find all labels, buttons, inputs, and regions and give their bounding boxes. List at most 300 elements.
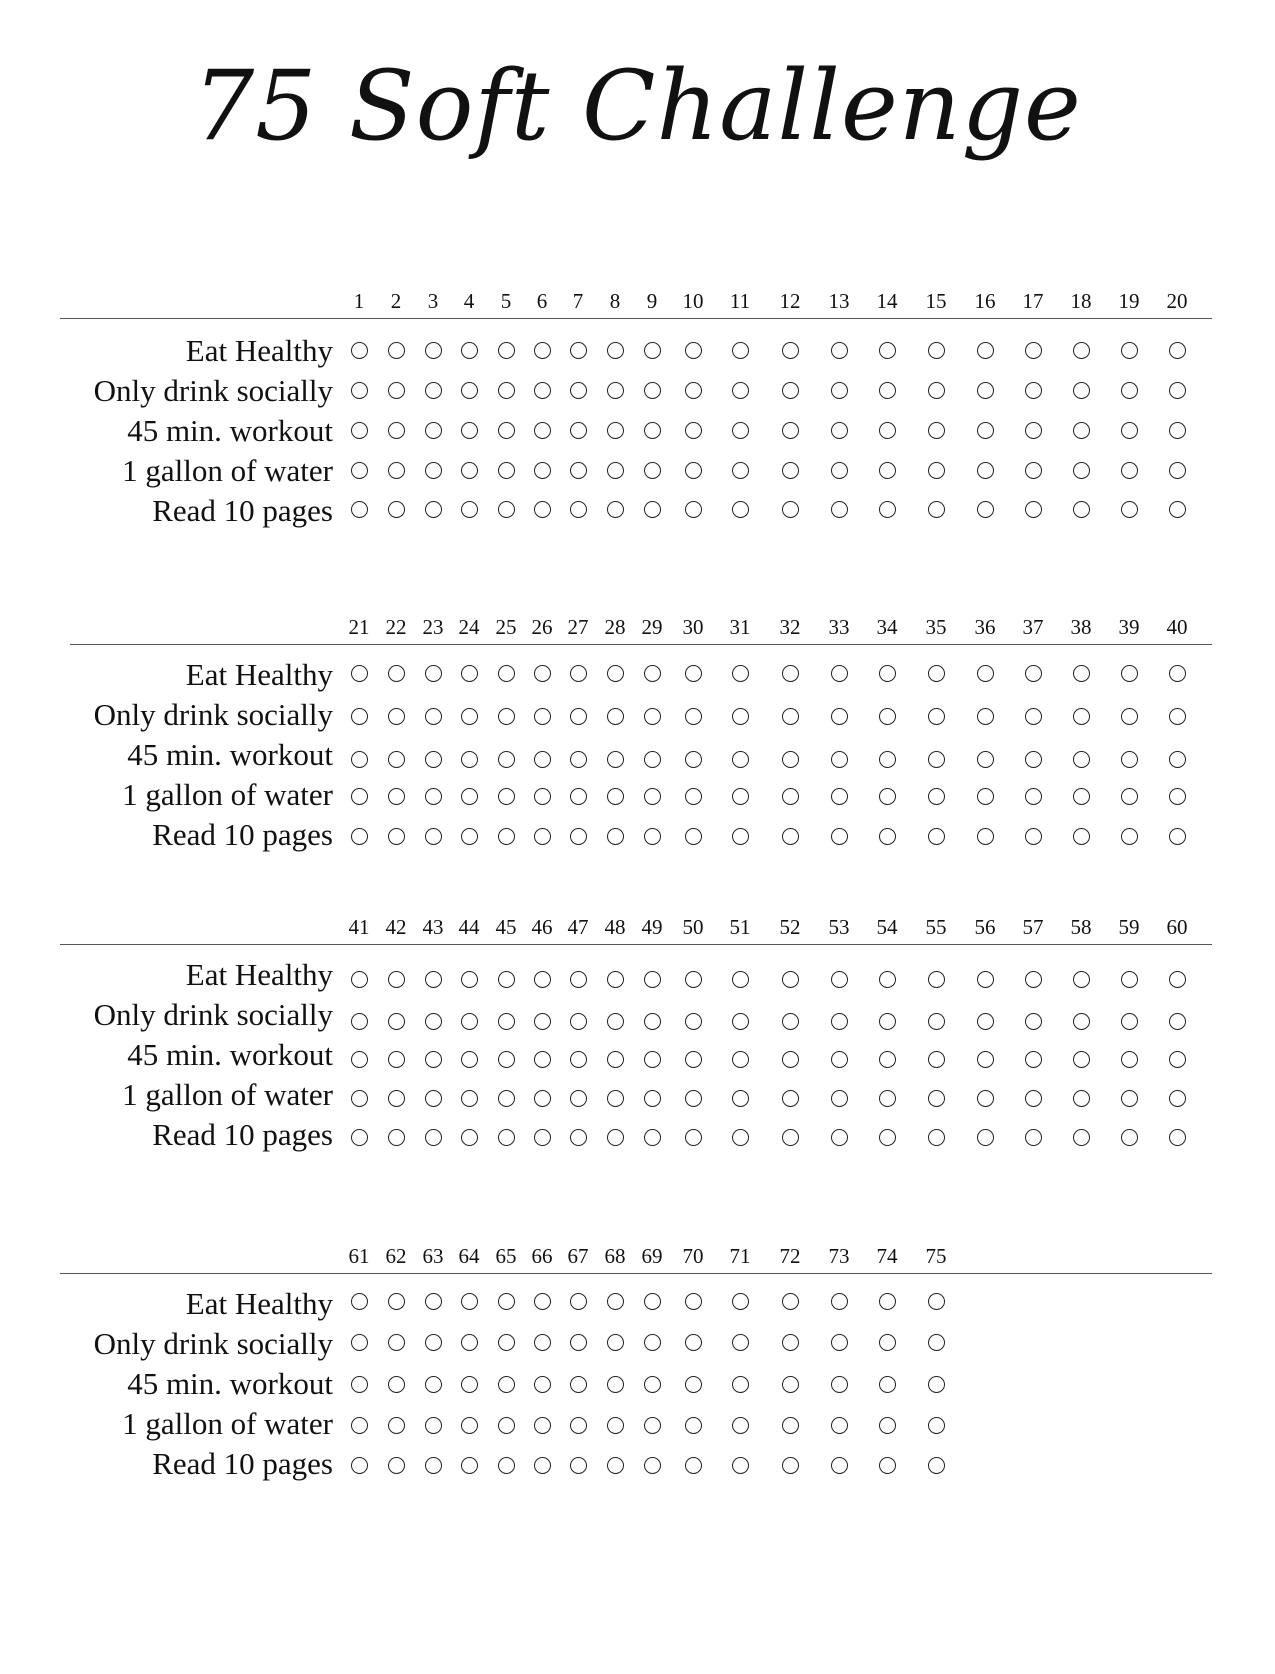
day-checkbox[interactable] <box>461 1090 478 1107</box>
day-checkbox[interactable] <box>1169 382 1186 399</box>
day-checkbox[interactable] <box>461 1051 478 1068</box>
day-checkbox[interactable] <box>977 1090 994 1107</box>
day-checkbox[interactable] <box>928 342 945 359</box>
day-checkbox[interactable] <box>1025 708 1042 725</box>
day-checkbox[interactable] <box>570 708 587 725</box>
day-checkbox[interactable] <box>1121 788 1138 805</box>
day-checkbox[interactable] <box>461 828 478 845</box>
day-checkbox[interactable] <box>782 1417 799 1434</box>
day-checkbox[interactable] <box>782 751 799 768</box>
day-checkbox[interactable] <box>388 1013 405 1030</box>
day-checkbox[interactable] <box>732 1013 749 1030</box>
day-checkbox[interactable] <box>607 1129 624 1146</box>
day-checkbox[interactable] <box>425 382 442 399</box>
day-checkbox[interactable] <box>388 1090 405 1107</box>
day-checkbox[interactable] <box>782 1051 799 1068</box>
day-checkbox[interactable] <box>879 1293 896 1310</box>
day-checkbox[interactable] <box>570 1129 587 1146</box>
day-checkbox[interactable] <box>1025 751 1042 768</box>
day-checkbox[interactable] <box>977 1051 994 1068</box>
day-checkbox[interactable] <box>782 462 799 479</box>
day-checkbox[interactable] <box>570 1376 587 1393</box>
day-checkbox[interactable] <box>1025 1013 1042 1030</box>
day-checkbox[interactable] <box>831 342 848 359</box>
day-checkbox[interactable] <box>782 1457 799 1474</box>
day-checkbox[interactable] <box>607 1334 624 1351</box>
day-checkbox[interactable] <box>644 1013 661 1030</box>
day-checkbox[interactable] <box>570 1051 587 1068</box>
day-checkbox[interactable] <box>879 665 896 682</box>
day-checkbox[interactable] <box>388 501 405 518</box>
day-checkbox[interactable] <box>425 1129 442 1146</box>
day-checkbox[interactable] <box>534 1090 551 1107</box>
day-checkbox[interactable] <box>534 422 551 439</box>
day-checkbox[interactable] <box>685 1013 702 1030</box>
day-checkbox[interactable] <box>607 828 624 845</box>
day-checkbox[interactable] <box>1169 501 1186 518</box>
day-checkbox[interactable] <box>461 1129 478 1146</box>
day-checkbox[interactable] <box>534 1417 551 1434</box>
day-checkbox[interactable] <box>1025 1051 1042 1068</box>
day-checkbox[interactable] <box>879 828 896 845</box>
day-checkbox[interactable] <box>1121 462 1138 479</box>
day-checkbox[interactable] <box>570 1090 587 1107</box>
day-checkbox[interactable] <box>461 971 478 988</box>
day-checkbox[interactable] <box>879 1051 896 1068</box>
day-checkbox[interactable] <box>685 751 702 768</box>
day-checkbox[interactable] <box>1169 665 1186 682</box>
day-checkbox[interactable] <box>928 665 945 682</box>
day-checkbox[interactable] <box>498 971 515 988</box>
day-checkbox[interactable] <box>1073 708 1090 725</box>
day-checkbox[interactable] <box>534 1293 551 1310</box>
day-checkbox[interactable] <box>782 382 799 399</box>
day-checkbox[interactable] <box>351 828 368 845</box>
day-checkbox[interactable] <box>732 971 749 988</box>
day-checkbox[interactable] <box>928 1090 945 1107</box>
day-checkbox[interactable] <box>425 422 442 439</box>
day-checkbox[interactable] <box>977 788 994 805</box>
day-checkbox[interactable] <box>928 1129 945 1146</box>
day-checkbox[interactable] <box>461 342 478 359</box>
day-checkbox[interactable] <box>977 462 994 479</box>
day-checkbox[interactable] <box>498 828 515 845</box>
day-checkbox[interactable] <box>534 342 551 359</box>
day-checkbox[interactable] <box>1121 1129 1138 1146</box>
day-checkbox[interactable] <box>534 828 551 845</box>
day-checkbox[interactable] <box>685 708 702 725</box>
day-checkbox[interactable] <box>831 501 848 518</box>
day-checkbox[interactable] <box>425 665 442 682</box>
day-checkbox[interactable] <box>782 1090 799 1107</box>
day-checkbox[interactable] <box>1121 1013 1138 1030</box>
day-checkbox[interactable] <box>351 1376 368 1393</box>
day-checkbox[interactable] <box>1121 422 1138 439</box>
day-checkbox[interactable] <box>534 788 551 805</box>
day-checkbox[interactable] <box>1073 501 1090 518</box>
day-checkbox[interactable] <box>498 1129 515 1146</box>
day-checkbox[interactable] <box>570 665 587 682</box>
day-checkbox[interactable] <box>1169 751 1186 768</box>
day-checkbox[interactable] <box>498 1457 515 1474</box>
day-checkbox[interactable] <box>928 1013 945 1030</box>
day-checkbox[interactable] <box>388 342 405 359</box>
day-checkbox[interactable] <box>879 501 896 518</box>
day-checkbox[interactable] <box>879 1090 896 1107</box>
day-checkbox[interactable] <box>570 971 587 988</box>
day-checkbox[interactable] <box>607 1457 624 1474</box>
day-checkbox[interactable] <box>732 1090 749 1107</box>
day-checkbox[interactable] <box>928 1376 945 1393</box>
day-checkbox[interactable] <box>607 665 624 682</box>
day-checkbox[interactable] <box>1169 1129 1186 1146</box>
day-checkbox[interactable] <box>461 382 478 399</box>
day-checkbox[interactable] <box>607 382 624 399</box>
day-checkbox[interactable] <box>1073 1013 1090 1030</box>
day-checkbox[interactable] <box>928 971 945 988</box>
day-checkbox[interactable] <box>831 1334 848 1351</box>
day-checkbox[interactable] <box>534 462 551 479</box>
day-checkbox[interactable] <box>1121 708 1138 725</box>
day-checkbox[interactable] <box>498 1013 515 1030</box>
day-checkbox[interactable] <box>879 1013 896 1030</box>
day-checkbox[interactable] <box>498 751 515 768</box>
day-checkbox[interactable] <box>879 422 896 439</box>
day-checkbox[interactable] <box>351 708 368 725</box>
day-checkbox[interactable] <box>782 501 799 518</box>
day-checkbox[interactable] <box>534 708 551 725</box>
day-checkbox[interactable] <box>607 1051 624 1068</box>
day-checkbox[interactable] <box>534 751 551 768</box>
day-checkbox[interactable] <box>782 788 799 805</box>
day-checkbox[interactable] <box>351 1051 368 1068</box>
day-checkbox[interactable] <box>685 1051 702 1068</box>
day-checkbox[interactable] <box>644 1334 661 1351</box>
day-checkbox[interactable] <box>570 1013 587 1030</box>
day-checkbox[interactable] <box>534 1129 551 1146</box>
day-checkbox[interactable] <box>879 1417 896 1434</box>
day-checkbox[interactable] <box>1025 665 1042 682</box>
day-checkbox[interactable] <box>1121 665 1138 682</box>
day-checkbox[interactable] <box>498 1417 515 1434</box>
day-checkbox[interactable] <box>534 1376 551 1393</box>
day-checkbox[interactable] <box>570 462 587 479</box>
day-checkbox[interactable] <box>425 1376 442 1393</box>
day-checkbox[interactable] <box>644 1129 661 1146</box>
day-checkbox[interactable] <box>977 971 994 988</box>
day-checkbox[interactable] <box>1025 788 1042 805</box>
day-checkbox[interactable] <box>644 751 661 768</box>
day-checkbox[interactable] <box>498 708 515 725</box>
day-checkbox[interactable] <box>831 1129 848 1146</box>
day-checkbox[interactable] <box>1121 1090 1138 1107</box>
day-checkbox[interactable] <box>685 828 702 845</box>
day-checkbox[interactable] <box>928 1457 945 1474</box>
day-checkbox[interactable] <box>534 665 551 682</box>
day-checkbox[interactable] <box>732 665 749 682</box>
day-checkbox[interactable] <box>685 342 702 359</box>
day-checkbox[interactable] <box>607 501 624 518</box>
day-checkbox[interactable] <box>1025 462 1042 479</box>
day-checkbox[interactable] <box>534 1334 551 1351</box>
day-checkbox[interactable] <box>1169 422 1186 439</box>
day-checkbox[interactable] <box>879 382 896 399</box>
day-checkbox[interactable] <box>1025 382 1042 399</box>
day-checkbox[interactable] <box>1025 342 1042 359</box>
day-checkbox[interactable] <box>498 788 515 805</box>
day-checkbox[interactable] <box>388 751 405 768</box>
day-checkbox[interactable] <box>607 1013 624 1030</box>
day-checkbox[interactable] <box>1169 788 1186 805</box>
day-checkbox[interactable] <box>1169 342 1186 359</box>
day-checkbox[interactable] <box>879 971 896 988</box>
day-checkbox[interactable] <box>732 1293 749 1310</box>
day-checkbox[interactable] <box>388 788 405 805</box>
day-checkbox[interactable] <box>351 665 368 682</box>
day-checkbox[interactable] <box>570 828 587 845</box>
day-checkbox[interactable] <box>782 971 799 988</box>
day-checkbox[interactable] <box>928 1051 945 1068</box>
day-checkbox[interactable] <box>1169 971 1186 988</box>
day-checkbox[interactable] <box>782 1293 799 1310</box>
day-checkbox[interactable] <box>461 665 478 682</box>
day-checkbox[interactable] <box>879 708 896 725</box>
day-checkbox[interactable] <box>425 1334 442 1351</box>
day-checkbox[interactable] <box>351 342 368 359</box>
day-checkbox[interactable] <box>1073 1129 1090 1146</box>
day-checkbox[interactable] <box>607 1293 624 1310</box>
day-checkbox[interactable] <box>1169 708 1186 725</box>
day-checkbox[interactable] <box>644 1376 661 1393</box>
day-checkbox[interactable] <box>685 501 702 518</box>
day-checkbox[interactable] <box>570 751 587 768</box>
day-checkbox[interactable] <box>644 342 661 359</box>
day-checkbox[interactable] <box>607 342 624 359</box>
day-checkbox[interactable] <box>782 665 799 682</box>
day-checkbox[interactable] <box>607 788 624 805</box>
day-checkbox[interactable] <box>928 751 945 768</box>
day-checkbox[interactable] <box>782 1129 799 1146</box>
day-checkbox[interactable] <box>570 382 587 399</box>
day-checkbox[interactable] <box>928 501 945 518</box>
day-checkbox[interactable] <box>425 708 442 725</box>
day-checkbox[interactable] <box>644 1051 661 1068</box>
day-checkbox[interactable] <box>644 501 661 518</box>
day-checkbox[interactable] <box>1073 665 1090 682</box>
day-checkbox[interactable] <box>977 751 994 768</box>
day-checkbox[interactable] <box>977 382 994 399</box>
day-checkbox[interactable] <box>928 788 945 805</box>
day-checkbox[interactable] <box>928 1417 945 1434</box>
day-checkbox[interactable] <box>461 1293 478 1310</box>
day-checkbox[interactable] <box>928 1293 945 1310</box>
day-checkbox[interactable] <box>351 1013 368 1030</box>
day-checkbox[interactable] <box>732 1334 749 1351</box>
day-checkbox[interactable] <box>351 1334 368 1351</box>
day-checkbox[interactable] <box>1025 1090 1042 1107</box>
day-checkbox[interactable] <box>425 788 442 805</box>
day-checkbox[interactable] <box>644 1293 661 1310</box>
day-checkbox[interactable] <box>461 1417 478 1434</box>
day-checkbox[interactable] <box>732 462 749 479</box>
day-checkbox[interactable] <box>425 462 442 479</box>
day-checkbox[interactable] <box>498 1334 515 1351</box>
day-checkbox[interactable] <box>351 751 368 768</box>
day-checkbox[interactable] <box>461 501 478 518</box>
day-checkbox[interactable] <box>607 1417 624 1434</box>
day-checkbox[interactable] <box>732 382 749 399</box>
day-checkbox[interactable] <box>607 1090 624 1107</box>
day-checkbox[interactable] <box>831 1090 848 1107</box>
day-checkbox[interactable] <box>607 708 624 725</box>
day-checkbox[interactable] <box>388 1051 405 1068</box>
day-checkbox[interactable] <box>977 422 994 439</box>
day-checkbox[interactable] <box>388 1457 405 1474</box>
day-checkbox[interactable] <box>570 1293 587 1310</box>
day-checkbox[interactable] <box>644 788 661 805</box>
day-checkbox[interactable] <box>461 788 478 805</box>
day-checkbox[interactable] <box>461 1376 478 1393</box>
day-checkbox[interactable] <box>685 422 702 439</box>
day-checkbox[interactable] <box>607 422 624 439</box>
day-checkbox[interactable] <box>1073 828 1090 845</box>
day-checkbox[interactable] <box>732 1129 749 1146</box>
day-checkbox[interactable] <box>1121 501 1138 518</box>
day-checkbox[interactable] <box>1121 971 1138 988</box>
day-checkbox[interactable] <box>388 382 405 399</box>
day-checkbox[interactable] <box>831 788 848 805</box>
day-checkbox[interactable] <box>1121 828 1138 845</box>
day-checkbox[interactable] <box>831 1376 848 1393</box>
day-checkbox[interactable] <box>1169 1051 1186 1068</box>
day-checkbox[interactable] <box>425 828 442 845</box>
day-checkbox[interactable] <box>388 665 405 682</box>
day-checkbox[interactable] <box>831 1417 848 1434</box>
day-checkbox[interactable] <box>1073 751 1090 768</box>
day-checkbox[interactable] <box>351 1417 368 1434</box>
day-checkbox[interactable] <box>879 342 896 359</box>
day-checkbox[interactable] <box>928 1334 945 1351</box>
day-checkbox[interactable] <box>879 1457 896 1474</box>
day-checkbox[interactable] <box>461 1013 478 1030</box>
day-checkbox[interactable] <box>498 1051 515 1068</box>
day-checkbox[interactable] <box>425 1417 442 1434</box>
day-checkbox[interactable] <box>351 1090 368 1107</box>
day-checkbox[interactable] <box>534 382 551 399</box>
day-checkbox[interactable] <box>1073 1090 1090 1107</box>
day-checkbox[interactable] <box>685 1457 702 1474</box>
day-checkbox[interactable] <box>644 422 661 439</box>
day-checkbox[interactable] <box>831 1457 848 1474</box>
day-checkbox[interactable] <box>388 971 405 988</box>
day-checkbox[interactable] <box>831 708 848 725</box>
day-checkbox[interactable] <box>644 708 661 725</box>
day-checkbox[interactable] <box>1121 342 1138 359</box>
day-checkbox[interactable] <box>498 342 515 359</box>
day-checkbox[interactable] <box>782 342 799 359</box>
day-checkbox[interactable] <box>685 462 702 479</box>
day-checkbox[interactable] <box>1073 462 1090 479</box>
day-checkbox[interactable] <box>607 1376 624 1393</box>
day-checkbox[interactable] <box>388 422 405 439</box>
day-checkbox[interactable] <box>879 788 896 805</box>
day-checkbox[interactable] <box>1073 1051 1090 1068</box>
day-checkbox[interactable] <box>351 501 368 518</box>
day-checkbox[interactable] <box>607 751 624 768</box>
day-checkbox[interactable] <box>831 1051 848 1068</box>
day-checkbox[interactable] <box>461 708 478 725</box>
day-checkbox[interactable] <box>685 1090 702 1107</box>
day-checkbox[interactable] <box>644 1090 661 1107</box>
day-checkbox[interactable] <box>1025 501 1042 518</box>
day-checkbox[interactable] <box>1025 1129 1042 1146</box>
day-checkbox[interactable] <box>831 665 848 682</box>
day-checkbox[interactable] <box>425 1293 442 1310</box>
day-checkbox[interactable] <box>685 1129 702 1146</box>
day-checkbox[interactable] <box>977 1013 994 1030</box>
day-checkbox[interactable] <box>782 1013 799 1030</box>
day-checkbox[interactable] <box>977 708 994 725</box>
day-checkbox[interactable] <box>570 1417 587 1434</box>
day-checkbox[interactable] <box>732 501 749 518</box>
day-checkbox[interactable] <box>461 1457 478 1474</box>
day-checkbox[interactable] <box>879 462 896 479</box>
day-checkbox[interactable] <box>534 501 551 518</box>
day-checkbox[interactable] <box>498 422 515 439</box>
day-checkbox[interactable] <box>732 788 749 805</box>
day-checkbox[interactable] <box>1121 382 1138 399</box>
day-checkbox[interactable] <box>782 1334 799 1351</box>
day-checkbox[interactable] <box>570 788 587 805</box>
day-checkbox[interactable] <box>831 1013 848 1030</box>
day-checkbox[interactable] <box>425 1090 442 1107</box>
day-checkbox[interactable] <box>461 422 478 439</box>
day-checkbox[interactable] <box>425 501 442 518</box>
day-checkbox[interactable] <box>1025 971 1042 988</box>
day-checkbox[interactable] <box>425 751 442 768</box>
day-checkbox[interactable] <box>425 1013 442 1030</box>
day-checkbox[interactable] <box>732 751 749 768</box>
day-checkbox[interactable] <box>831 382 848 399</box>
day-checkbox[interactable] <box>1073 788 1090 805</box>
day-checkbox[interactable] <box>388 1417 405 1434</box>
day-checkbox[interactable] <box>388 1334 405 1351</box>
day-checkbox[interactable] <box>644 1457 661 1474</box>
day-checkbox[interactable] <box>977 665 994 682</box>
day-checkbox[interactable] <box>685 1293 702 1310</box>
day-checkbox[interactable] <box>351 1293 368 1310</box>
day-checkbox[interactable] <box>498 1376 515 1393</box>
day-checkbox[interactable] <box>1121 1051 1138 1068</box>
day-checkbox[interactable] <box>1169 1090 1186 1107</box>
day-checkbox[interactable] <box>977 342 994 359</box>
day-checkbox[interactable] <box>351 422 368 439</box>
day-checkbox[interactable] <box>498 382 515 399</box>
day-checkbox[interactable] <box>977 1129 994 1146</box>
day-checkbox[interactable] <box>1169 828 1186 845</box>
day-checkbox[interactable] <box>685 665 702 682</box>
day-checkbox[interactable] <box>977 501 994 518</box>
day-checkbox[interactable] <box>461 462 478 479</box>
day-checkbox[interactable] <box>388 462 405 479</box>
day-checkbox[interactable] <box>685 788 702 805</box>
day-checkbox[interactable] <box>644 828 661 845</box>
day-checkbox[interactable] <box>570 1334 587 1351</box>
day-checkbox[interactable] <box>644 462 661 479</box>
day-checkbox[interactable] <box>782 828 799 845</box>
day-checkbox[interactable] <box>534 971 551 988</box>
day-checkbox[interactable] <box>732 828 749 845</box>
